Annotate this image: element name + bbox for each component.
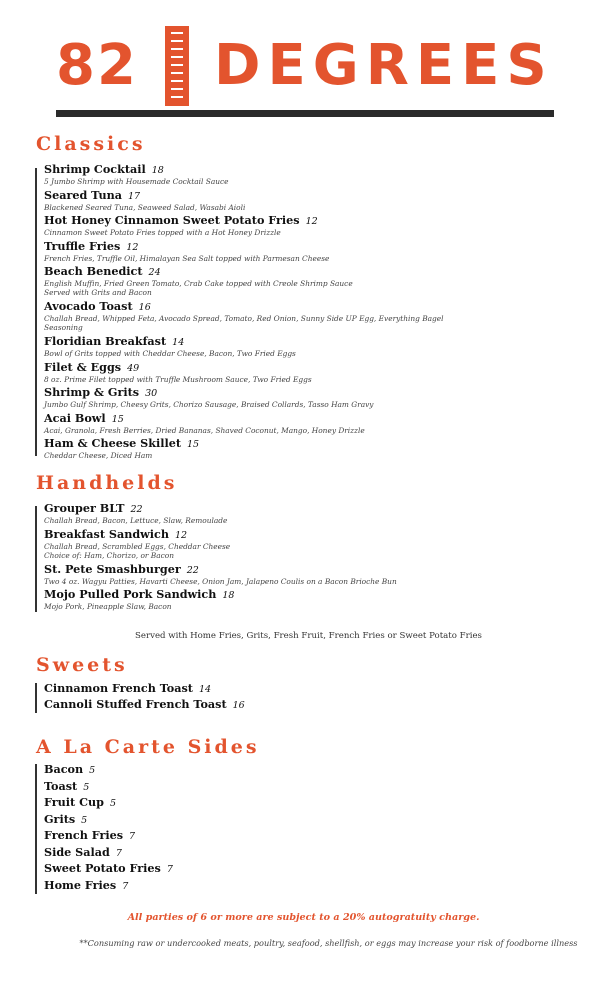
item-description: Challah Bread, Whipped Feta, Avocado Spread, Tomato, Red Onion, Sunny Side UP Egg, Everything Bagel <box>44 314 444 323</box>
item-price: 7 <box>115 848 122 859</box>
menu-item <box>44 335 564 358</box>
item-name: Cinnamon French Toast <box>44 681 193 695</box>
item-name: Sweet Potato Fries <box>44 861 161 875</box>
item-name: Side Salad <box>44 845 110 859</box>
thermometer-icon <box>165 26 189 106</box>
item-description: 5 Jumbo Shrimp with Housemade Cocktail Sauce <box>44 177 229 186</box>
menu-item <box>44 780 564 794</box>
menu-item <box>44 563 564 586</box>
item-description: Cheddar Cheese, Diced Ham <box>44 451 153 460</box>
item-price: 16 <box>138 302 151 313</box>
menu-item <box>44 300 564 333</box>
item-name: Truffle Fries <box>44 239 121 253</box>
item-price: 12 <box>126 242 139 253</box>
item-price: 16 <box>232 700 245 711</box>
menu-item <box>44 588 564 611</box>
menu-item <box>44 698 564 712</box>
item-price: 7 <box>122 881 129 892</box>
gratuity-note: All parties of 6 or more are subject to a 20% autogratuity charge. <box>127 912 480 923</box>
handhelds-divider <box>35 506 37 612</box>
item-name: Filet & Eggs <box>44 360 122 374</box>
item-price: 18 <box>151 165 164 176</box>
item-name: Breakfast Sandwich <box>44 527 170 541</box>
item-description: Jumbo Gulf Shrimp, Cheesy Grits, Chorizo Sausage, Braised Collards, Tasso Ham Gravy <box>44 400 374 409</box>
item-name: Grouper BLT <box>44 501 125 515</box>
item-name: Shrimp & Grits <box>44 385 140 399</box>
menu-item <box>44 763 564 777</box>
item-price: 5 <box>89 765 96 776</box>
item-name: Acai Bowl <box>44 411 106 425</box>
menu-item <box>44 502 564 525</box>
menu-header <box>56 24 556 120</box>
item-price: 17 <box>128 191 141 202</box>
item-description: Acai, Granola, Fresh Berries, Dried Bananas, Shaved Coconut, Mango, Honey Drizzle <box>44 426 365 435</box>
item-price: 15 <box>187 439 200 450</box>
menu-item <box>44 796 564 810</box>
item-name: Beach Benedict <box>44 264 143 278</box>
sweets-divider <box>35 683 37 713</box>
item-description: Choice of: Ham, Chorizo, or Bacon <box>44 551 174 561</box>
item-description: 8 oz. Prime Filet topped with Truffle Mushroom Sauce, Two Fried Eggs <box>44 375 312 384</box>
brand-number: 82 <box>56 33 138 98</box>
menu-item <box>44 682 564 696</box>
item-description: Mojo Pork, Pineapple Slaw, Bacon <box>44 602 172 611</box>
sides-divider <box>35 764 37 894</box>
section-title-sides: A La Carte Sides <box>36 736 260 758</box>
menu-item <box>44 240 564 263</box>
item-description: Blackened Seared Tuna, Seaweed Salad, Wasabi Aioli <box>44 203 246 212</box>
section-title-handhelds: Handhelds <box>36 472 178 494</box>
item-price: 24 <box>148 267 161 278</box>
item-name: French Fries <box>44 828 124 842</box>
item-name: Toast <box>44 779 78 793</box>
classics-divider <box>35 168 37 456</box>
header-rule <box>56 110 554 117</box>
item-description: Challah Bread, Scrambled Eggs, Cheddar Cheese <box>44 542 231 551</box>
item-price: 22 <box>186 565 199 576</box>
menu-item <box>44 862 564 876</box>
item-price: 15 <box>111 414 124 425</box>
menu-item <box>44 846 564 860</box>
item-name: Fruit Cup <box>44 795 104 809</box>
item-description: French Fries, Truffle Oil, Himalayan Sea Salt topped with Parmesan Cheese <box>44 254 330 263</box>
item-description: Cinnamon Sweet Potato Fries topped with a Hot Honey Drizzle <box>44 228 281 237</box>
item-price: 12 <box>175 530 188 541</box>
brand-word: DEGREES <box>214 33 554 98</box>
menu-item <box>44 214 564 237</box>
item-name: Hot Honey Cinnamon Sweet Potato Fries <box>44 213 300 227</box>
food-safety-warning: **Consuming raw or undercooked meats, poultry, seafood, shellfish, or eggs may increase your risk of foodborne illness <box>79 938 578 948</box>
menu-item <box>44 813 564 827</box>
item-price: 7 <box>129 831 136 842</box>
item-name: Shrimp Cocktail <box>44 162 146 176</box>
menu-item <box>44 189 564 212</box>
menu-item <box>44 528 564 561</box>
item-name: Seared Tuna <box>44 188 122 202</box>
served-with-note: Served with Home Fries, Grits, Fresh Fruit, French Fries or Sweet Potato Fries <box>135 631 482 641</box>
item-price: 49 <box>127 363 140 374</box>
menu-item <box>44 879 564 893</box>
item-price: 18 <box>222 590 235 601</box>
item-description: English Muffin, Fried Green Tomato, Crab Cake topped with Creole Shrimp Sauce <box>44 279 353 288</box>
item-name: Mojo Pulled Pork Sandwich <box>44 587 217 601</box>
item-name: St. Pete Smashburger <box>44 562 181 576</box>
menu-item <box>44 437 564 460</box>
item-name: Bacon <box>44 762 84 776</box>
item-price: 12 <box>305 216 318 227</box>
item-description: Two 4 oz. Wagyu Patties, Havarti Cheese, Onion Jam, Jalapeno Coulis on a Bacon Brioche Bun <box>44 577 397 586</box>
item-price: 5 <box>81 815 88 826</box>
item-price: 5 <box>109 798 116 809</box>
item-price: 14 <box>198 684 212 695</box>
item-price: 30 <box>145 388 158 399</box>
menu-item <box>44 386 564 409</box>
item-description: Seasoning <box>44 323 83 333</box>
menu-item <box>44 361 564 384</box>
menu-item <box>44 412 564 435</box>
item-name: Grits <box>44 812 76 826</box>
item-price: 22 <box>130 504 143 515</box>
item-description: Bowl of Grits topped with Cheddar Cheese, Bacon, Two Fried Eggs <box>44 349 296 358</box>
item-description: Served with Grits and Bacon <box>44 288 152 298</box>
item-price: 5 <box>83 782 90 793</box>
item-name: Cannoli Stuffed French Toast <box>44 697 227 711</box>
item-name: Avocado Toast <box>44 299 133 313</box>
item-price: 14 <box>172 337 185 348</box>
section-title-sweets: Sweets <box>36 654 128 676</box>
item-description: Challah Bread, Bacon, Lettuce, Slaw, Remoulade <box>44 516 228 525</box>
section-title-classics: Classics <box>36 133 146 155</box>
item-price: 7 <box>166 864 173 875</box>
item-name: Home Fries <box>44 878 117 892</box>
item-name: Floridian Breakfast <box>44 334 167 348</box>
item-name: Ham & Cheese Skillet <box>44 436 181 450</box>
menu-item <box>44 829 564 843</box>
menu-item <box>44 163 564 186</box>
menu-item <box>44 265 564 298</box>
